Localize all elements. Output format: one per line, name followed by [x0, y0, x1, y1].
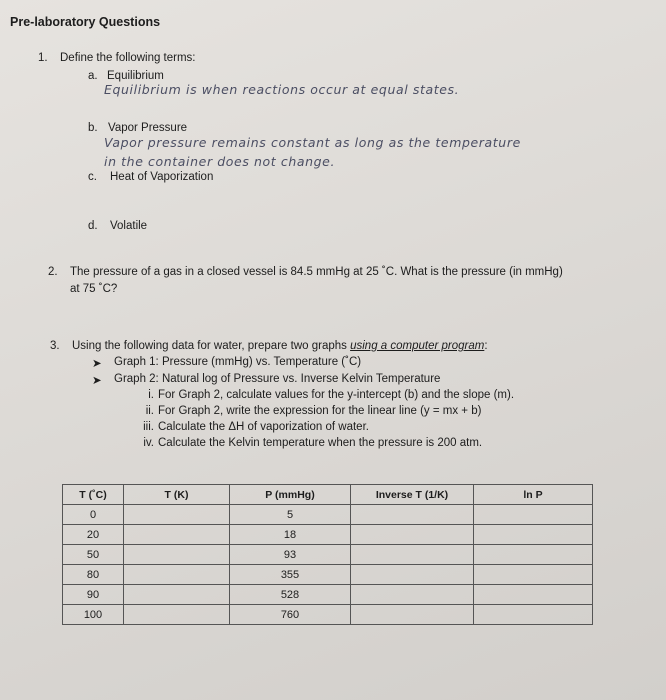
cell-inverse-t	[351, 565, 474, 585]
cell-t-celsius: 0	[63, 505, 124, 525]
cell-t-kelvin	[124, 565, 230, 585]
cell-ln-p	[474, 605, 593, 625]
q1c-marker: c.	[88, 171, 97, 183]
q2-line1: The pressure of a gas in a closed vessel is 84.5 mmHg at 25 ˚C. What is the pressure (in mmHg)	[70, 266, 563, 278]
cell-t-kelvin	[124, 585, 230, 605]
q3-sub-marker: ii.	[145, 405, 154, 417]
header-t-celsius: T (˚C)	[63, 485, 124, 505]
q3-sub-marker: iv.	[143, 437, 154, 449]
q1d-marker: d.	[88, 220, 98, 232]
cell-pressure: 5	[230, 505, 351, 525]
water-data-table	[62, 484, 593, 625]
cell-ln-p	[474, 565, 593, 585]
cell-ln-p	[474, 525, 593, 545]
q3-prompt-emphasis: using a computer program	[350, 340, 485, 352]
q1d-term: Volatile	[110, 220, 148, 232]
q2-line2: at 75 ˚C?	[70, 283, 118, 295]
cell-t-kelvin	[124, 545, 230, 565]
cell-t-celsius: 20	[63, 525, 124, 545]
cell-ln-p	[474, 505, 593, 525]
q2-number: 2.	[48, 266, 58, 278]
cell-t-kelvin	[124, 605, 230, 625]
cell-pressure: 93	[230, 545, 351, 565]
header-inverse-t: Inverse T (1/K)	[351, 485, 474, 505]
cell-pressure: 760	[230, 605, 351, 625]
page-title: Pre-laboratory Questions	[10, 15, 161, 29]
cell-t-kelvin	[124, 525, 230, 545]
q3-sub-marker: iii.	[143, 421, 154, 433]
cell-pressure: 355	[230, 565, 351, 585]
q1a-answer: Equilibrium is when reactions occur at equal states.	[104, 82, 460, 97]
header-pressure: P (mmHg)	[230, 485, 351, 505]
q1-prompt: Define the following terms:	[60, 52, 196, 64]
q1b-marker: b.	[88, 122, 98, 134]
q1a-marker: a.	[88, 70, 98, 82]
q3-bullet-1: Graph 1: Pressure (mmHg) vs. Temperature (˚C)	[114, 356, 362, 368]
table-row	[63, 545, 593, 565]
q3-sub-text: For Graph 2, calculate values for the y-intercept (b) and the slope (m).	[158, 389, 515, 401]
cell-pressure: 18	[230, 525, 351, 545]
cell-t-kelvin	[124, 505, 230, 525]
q3-prompt	[72, 340, 488, 352]
cell-ln-p	[474, 585, 593, 605]
table-row	[63, 605, 593, 625]
q1b-answer-line1: Vapor pressure remains constant as long as the temperature	[104, 135, 521, 150]
table-header-row	[63, 485, 593, 505]
cell-inverse-t	[351, 605, 474, 625]
q3-number: 3.	[50, 340, 60, 352]
q3-bullet-2: Graph 2: Natural log of Pressure vs. Inverse Kelvin Temperature	[114, 373, 441, 385]
cell-inverse-t	[351, 505, 474, 525]
cell-t-celsius: 80	[63, 565, 124, 585]
q1b-answer-line2: in the container does not change.	[104, 154, 336, 169]
cell-inverse-t	[351, 545, 474, 565]
q3-sub-text: Calculate the ΔH of vaporization of water.	[158, 421, 369, 433]
q1c-term: Heat of Vaporization	[110, 171, 214, 183]
q3-sub-text: Calculate the Kelvin temperature when the pressure is 200 atm.	[158, 437, 483, 449]
q1-number: 1.	[38, 52, 48, 64]
cell-t-celsius: 50	[63, 545, 124, 565]
cell-inverse-t	[351, 525, 474, 545]
header-ln-p: ln P	[474, 485, 593, 505]
bullet-arrow-icon: ➤	[92, 375, 102, 387]
cell-ln-p	[474, 545, 593, 565]
table-row	[63, 585, 593, 605]
cell-t-celsius: 100	[63, 605, 124, 625]
header-t-kelvin: T (K)	[124, 485, 230, 505]
q1b-term: Vapor Pressure	[108, 122, 188, 134]
q3-prompt-text: Using the following data for water, prepare two graphs	[72, 340, 347, 352]
cell-pressure: 528	[230, 585, 351, 605]
table-row	[63, 505, 593, 525]
bullet-arrow-icon: ➤	[92, 358, 102, 370]
table-row	[63, 565, 593, 585]
table-row	[63, 525, 593, 545]
q3-prompt-end: :	[484, 340, 488, 352]
q1a-term: Equilibrium	[107, 70, 164, 82]
q3-sub-marker: i.	[148, 389, 154, 401]
q3-sub-text: For Graph 2, write the expression for the linear line (y = mx + b)	[158, 405, 482, 417]
cell-inverse-t	[351, 585, 474, 605]
cell-t-celsius: 90	[63, 585, 124, 605]
